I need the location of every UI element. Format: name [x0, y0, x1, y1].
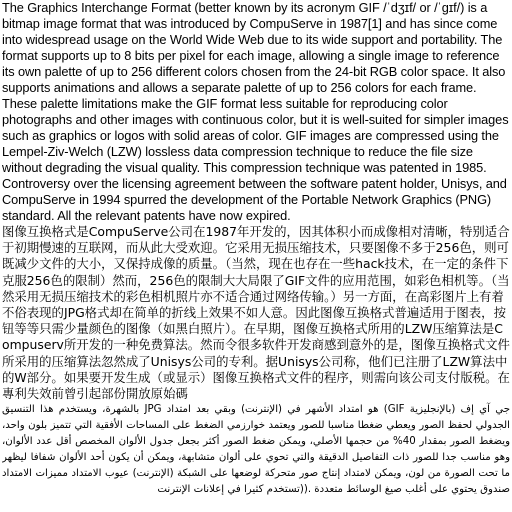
- english-paragraph: The Graphics Interchange Format (better known by its acronym GIF /ˈdʒɪf/ or /ˈɡɪf/) is a bitmap image format that was introduced by CompuServe in 1987[1] and has since come into widespread usage on the World Wide Web due to its wide support and portability. The format supports up to 8 bits per pixel for each image, allowing a single image to reference its own palette of up to 256 different colors chosen from the 24-bit RGB color space. It also supports animations and allows a separate palette of up to 256 colors for each frame. These palette limitations make the GIF format less suitable for reproducing color photographs and other images with continuous color, but it is well-suited for simpler images such as graphics or logos with solid areas of color. GIF images are compressed using the Lempel-Ziv-Welch (LZW) lossless data compression technique to reduce the file size without degrading the visual quality. This compression technique was patented in 1985. Controversy over the licensing agreement between the software patent holder, Unisys, and CompuServe in 1994 spurred the development of the Portable Network Graphics (PNG) standard. All the relevant patents have now expired.: [2, 0, 509, 223]
- chinese-paragraph: 图像互换格式是CompuServe公司在1987年开发的，因其体积小而成像相对清晰，特别适合于初期慢速的互联网，而从此大受欢迎。它采用无损压缩技术，只要图像不多于256色，则可既减少文件的大小，又保持成像的质量。（当然，现在也存在一些hack技术，在一定的条件下克服256色的限制）然而，256色的限制大大局限了GIF文件的应用范围，如彩色相机等。（当然采用无损压缩技术的彩色相机照片亦不适合通过网络传输。）另一方面，在高彩图片上有着不俗表现的JPG格式却在简单的折线上效果不如人意。因此图像互换格式普遍适用于图表，按钮等等只需少量颜色的图像（如黑白照片）。在早期，图像互换格式所用的LZW压缩算法是Compuserv所开发的一种免费算法。然而令很多软件开发商感到意外的是，图像互换格式文件所采用的压缩算法忽然成了Unisys公司的专利。据Unisys公司称，他们已注册了LZW算法中的W部分。如果要开发生成（或显示）图像互换格式文件的程序，则需向该公司支付版税。在專利失效前曾引起部份開放原始碼: [2, 224, 510, 402]
- arabic-paragraph: جي آي إف (بالإنجليزية GIF) هو امتداد الأشهر في (الإنترنت) وبقي بعد امتداد JPG بالشهرة، ويستخدم هذا التنسيق الجدولي لحفظ الصور ويعطي ضغطا مناسبا للصور ويعتمد خوارزمي الضغط على المساحات الأفقية التي تتميز بلون واحد، ويضغط الصور بمقدار 40% من حجمها الأصلي، ويمكن ضغط الصور أكثر بجعل جدول الألوان المخصص أقل عدد الألوان، وهو مناسب جدا للصور ذات التفاصيل الدقيقة والتي تحوي على ألوان متشابهة، ويمكن أن يكون أحد الألوان شفافا ليظهر ما تحت الصورة من لون، ويمكن لامتداد إنتاج صور متحركة لوضعها على الشبكة (الإنترنت) عيوب الامتداد مميزات الامتداد صندوق يحتوي على أغلب صيغ الوسائط متعددة .((تستخدم كثيرا في إعلانات الإنترنت: [2, 404, 510, 496]
- document-page: [2, 0, 510, 512]
